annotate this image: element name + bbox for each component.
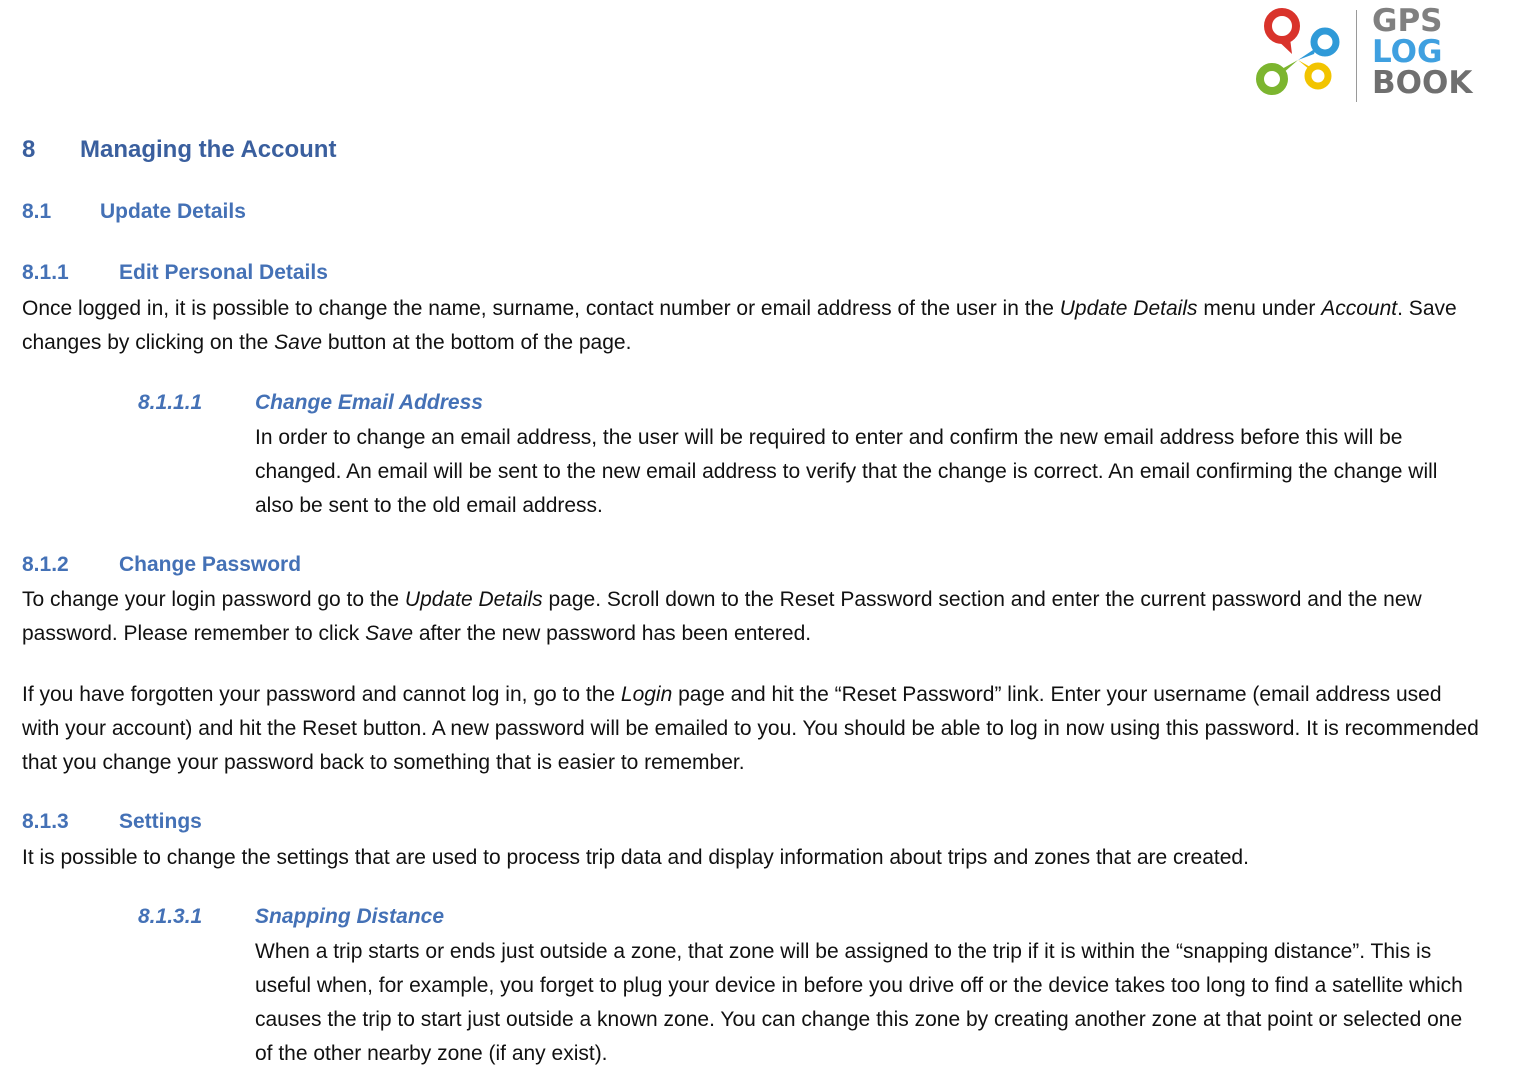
- text-run-italic: Save: [274, 331, 323, 354]
- heading-8-1-3: [22, 810, 202, 834]
- text-run: If you have forgotten your password and cannot log in, go to the: [22, 683, 621, 706]
- heading-number: 8.1.2: [22, 553, 69, 576]
- text-run: page and hit the “Reset Password” link. Enter your username (email address used with your account) and hit the Reset button. A new password will be emailed to you. You should be able to log in now using this password. It is recommended that you change your password back to something that is easier to remember.: [22, 683, 1479, 774]
- pin-cluster-icon: [1252, 4, 1352, 104]
- blue-pin-icon: [1298, 31, 1336, 60]
- heading-number: 8.1.3: [22, 810, 69, 833]
- heading-number: 8.1.1.1: [138, 391, 203, 414]
- paragraph-forgot-password: [22, 678, 1482, 780]
- heading-title: Change Email Address: [255, 391, 483, 414]
- text-run-italic: Update Details: [404, 588, 543, 611]
- heading-title: Settings: [119, 810, 202, 833]
- text-run-italic: Account: [1321, 297, 1398, 320]
- text-run: menu under: [1197, 297, 1322, 320]
- paragraph-snapping-distance: When a trip starts or ends just outside a zone, that zone will be assigned to the trip if it is within the “snapping distance”. This is useful when, for example, you forget to plug your device in before you drive off or the device takes too long to find a satellite which causes the trip to start just outside a known zone. You can change this zone by creating another zone at that point or selected one of the other nearby zone (if any exist).: [255, 940, 1463, 1065]
- gps-log-book-logo: [1252, 4, 1482, 108]
- heading-8-1-1-1: [138, 391, 483, 415]
- heading-number: 8: [22, 136, 36, 163]
- heading-8-1-3-1: [138, 905, 444, 929]
- text-run-italic: Update Details: [1059, 297, 1198, 320]
- heading-title: Edit Personal Details: [119, 261, 328, 284]
- heading-8-1-2: [22, 553, 301, 577]
- heading-title: Change Password: [119, 553, 302, 576]
- logo-line-book: BOOK: [1372, 65, 1473, 101]
- heading-number: 8.1.1: [22, 261, 69, 284]
- text-run: To change your login password go to the: [22, 588, 405, 611]
- yellow-pin-icon: [1298, 60, 1328, 86]
- text-run: Once logged in, it is possible to change the name, surname, contact number or email address of the user in the: [22, 297, 1060, 320]
- green-pin-icon: [1260, 60, 1298, 91]
- logo-wordmark: [1372, 3, 1473, 101]
- red-pin-icon: [1268, 12, 1296, 54]
- logo-line-gps: GPS: [1372, 3, 1443, 39]
- heading-8-1: [22, 200, 246, 224]
- heading-8: [22, 136, 336, 164]
- logo-line-log: LOG: [1372, 34, 1443, 70]
- paragraph-change-email: In order to change an email address, the user will be required to enter and confirm the new email address before this will be changed. An email will be sent to the new email address to verify that the change is correct. An email confirming the change will also be sent to the old email address.: [255, 426, 1438, 517]
- text-run: after the new password has been entered.: [413, 622, 812, 645]
- text-run-italic: Login: [620, 683, 673, 706]
- paragraph-change-password: [22, 583, 1482, 651]
- text-run-italic: Save: [365, 622, 414, 645]
- heading-title: Snapping Distance: [255, 905, 445, 928]
- heading-number: 8.1: [22, 200, 52, 223]
- heading-title: Update Details: [100, 200, 246, 223]
- heading-title: Managing the Account: [80, 136, 337, 163]
- paragraph-settings: It is possible to change the settings that are used to process trip data and display information about trips and zones that are created.: [22, 846, 1249, 869]
- text-run: . Save changes by clicking on the: [22, 297, 1457, 354]
- heading-number: 8.1.3.1: [138, 905, 203, 928]
- text-run: button at the bottom of the page.: [322, 331, 632, 354]
- text-run: page. Scroll down to the Reset Password section and enter the current password and the new password. Please remember to click: [22, 588, 1422, 645]
- paragraph-edit-personal-details: [22, 292, 1482, 360]
- logo-divider: [1356, 10, 1357, 102]
- heading-8-1-1: [22, 261, 328, 285]
